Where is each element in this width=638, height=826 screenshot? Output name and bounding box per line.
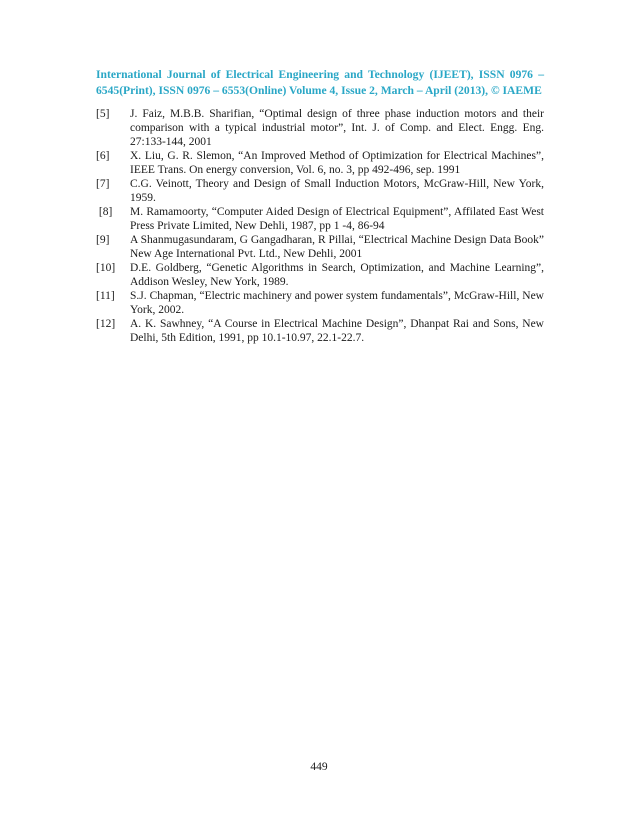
reference-list — [96, 107, 544, 345]
journal-header: International Journal of Electrical Engineering and Technology (IJEET), ISSN 0976 – 6545(Print), ISSN 0976 – 6553(Online) Volume 4, Issue 2, March – April (2013), © IAEME — [96, 68, 544, 97]
reference-text: S.J. Chapman, “Electric machinery and power system fundamentals”, McGraw-Hill, New York, 2002. — [130, 290, 544, 316]
reference-text: A Shanmugasundaram, G Gangadharan, R Pillai, “Electrical Machine Design Data Book” New Age International Pvt. Ltd., New Dehli, 2001 — [130, 234, 544, 260]
reference-item — [96, 205, 544, 233]
reference-text: A. K. Sawhney, “A Course in Electrical Machine Design”, Dhanpat Rai and Sons, New Delhi, 5th Edition, 1991, pp 10.1-10.97, 22.1-22.7. — [130, 318, 544, 344]
reference-item — [96, 149, 544, 177]
reference-number: [7] — [96, 178, 110, 190]
reference-text: J. Faiz, M.B.B. Sharifian, “Optimal design of three phase induction motors and their comparison with a typical industrial motor”, Int. J. of Comp. and Elect. Engg. Eng. 27:133-144, 2001 — [130, 108, 544, 148]
reference-item — [96, 261, 544, 289]
reference-item — [96, 289, 544, 317]
reference-number: [11] — [96, 290, 115, 302]
reference-text: M. Ramamoorty, “Computer Aided Design of Electrical Equipment”, Affilated East West Press Private Limited, New Dehli, 1987, pp 1 -4, 86-94 — [130, 206, 544, 232]
reference-number: [12] — [96, 318, 116, 330]
reference-item — [96, 233, 544, 261]
reference-text: C.G. Veinott, Theory and Design of Small Induction Motors, McGraw-Hill, New York, 1959. — [130, 178, 544, 204]
reference-text: D.E. Goldberg, “Genetic Algorithms in Search, Optimization, and Machine Learning”, Addison Wesley, New York, 1989. — [130, 262, 544, 288]
reference-number: [9] — [96, 234, 110, 246]
reference-item — [96, 317, 544, 345]
reference-number: [8] — [96, 206, 113, 218]
reference-item — [96, 107, 544, 149]
reference-text: X. Liu, G. R. Slemon, “An Improved Method of Optimization for Electrical Machines”, IEEE Trans. On energy conversion, Vol. 6, no. 3, pp 492-496, sep. 1991 — [130, 150, 544, 176]
reference-number: [6] — [96, 150, 110, 162]
page-number: 449 — [310, 761, 328, 773]
reference-number: [10] — [96, 262, 116, 274]
reference-item — [96, 177, 544, 205]
reference-number: [5] — [96, 108, 110, 120]
